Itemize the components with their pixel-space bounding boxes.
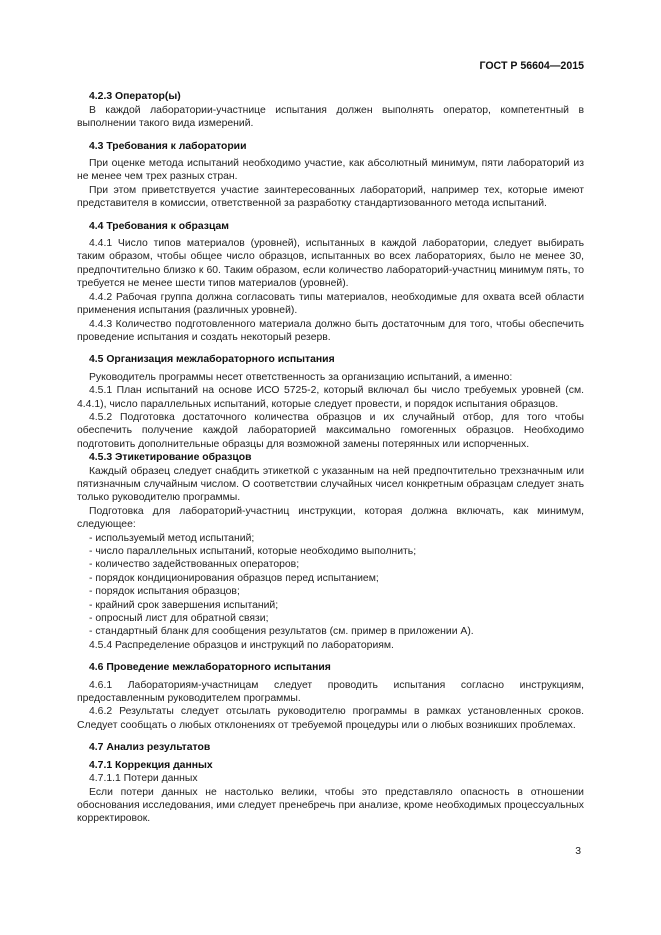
section-gap — [77, 652, 584, 661]
paragraph: 4.4.3 Количество подготовленного материала должно быть достаточным для того, чтобы обеспечить проведение испытания и создать некоторый резерв. — [77, 318, 584, 343]
paragraph: При оценке метода испытаний необходимо участие, как абсолютный минимум, пяти лабораторий из не менее чем трех разных стран. — [77, 158, 584, 183]
section-heading: 4.3 Требования к лаборатории — [89, 140, 247, 152]
list-item: - опросный лист для обратной связи; — [89, 613, 269, 625]
section-gap — [77, 211, 584, 220]
paragraph: 4.6.2 Результаты следует отсылать руководителю программы в рамках установленных сроков. Следует сообщать о любых отклонениях от требуемой процедуры или о любых возникших проблемах. — [77, 706, 584, 731]
section-gap — [77, 732, 584, 741]
paragraph: В каждой лаборатории-участнице испытания должен выполнять оператор, компетентный в выполнении такого вида измерений. — [77, 104, 584, 130]
section-heading: 4.5 Организация межлабораторного испытания — [89, 354, 335, 366]
paragraph: 4.5.2 Подготовка достаточного количества образцов и их случайный отбор, для того чтобы обеспечить получение каждой лабораторией максимально гомогенных образцов. Необходимо подготовить дополнительные образцы для возможной замены потерянных или испорченных. — [77, 411, 584, 450]
paragraph: 4.6.1 Лабораториям-участницам следует проводить испытания согласно инструкциям, предоставленным руководителем программы. — [77, 679, 584, 705]
paragraph: Подготовка для лабораторий-участниц инструкции, которая должна включать, как минимум, следующее: — [77, 505, 584, 531]
paragraph: 4.5.1 План испытаний на основе ИСО 5725-2, который включал бы число требуемых уровней (см. 4.4.1), число параллельных испытаний, которые следует провести, и порядок испытания образцов. — [77, 385, 584, 410]
section-heading: 4.4 Требования к образцам — [89, 220, 229, 232]
paragraph: 4.7.1.1 Потери данных — [89, 773, 198, 785]
section-heading: 4.6 Проведение межлабораторного испытания — [89, 662, 331, 674]
paragraph: 4.5.4 Распределение образцов и инструкций по лабораториям. — [89, 639, 394, 651]
subsection-heading: 4.2.3 Оператор(ы) — [89, 91, 181, 103]
paragraph: При этом приветствуется участие заинтересованных лабораторий, например тех, которые имеют представителя в комиссии, ответственной за разработку стандартизованного метода испытаний. — [77, 184, 584, 210]
paragraph: 4.4.2 Рабочая группа должна согласовать типы материалов, необходимые для охвата всей области применения испытания (различных уровней). — [77, 291, 584, 317]
list-item: - число параллельных испытаний, которые необходимо выполнить; — [89, 546, 417, 557]
subsection-heading: 4.7.1 Коррекция данных — [89, 759, 213, 771]
page-number: 3 — [575, 846, 581, 857]
section-gap — [77, 131, 584, 140]
list-item: - порядок кондиционирования образцов перед испытанием; — [89, 572, 379, 584]
paragraph: Если потери данных не настолько велики, чтобы это представляло опасность в отношении обоснования исследования, ими следует пренебречь при анализе, кроме необходимых процессуальных корректировок. — [77, 786, 584, 825]
list-item: - стандартный бланк для сообщения результатов (см. пример в приложении А). — [89, 626, 474, 638]
list-item: - используемый метод испытаний; — [89, 532, 255, 544]
section-heading: 4.7 Анализ результатов — [89, 742, 211, 754]
paragraph: Каждый образец следует снабдить этикеткой с указанным на ней предпочтительно трехзначным или пятизначным случайным числом. О соответствии случайных чисел конкретным образцам следует знать только руководителю программы. — [77, 465, 584, 504]
subsection-heading: 4.5.3 Этикетирование образцов — [89, 452, 252, 464]
section-gap — [77, 344, 584, 353]
paragraph: 4.4.1 Число типов материалов (уровней), испытанных в каждой лаборатории, следует выбирать таким образом, чтобы общее число образцов, испытанных во всех лабораториях, было не менее 30, предпочтительно близко к 60. Таким образом, если количество лабораторий-участниц минимум пять, то требуется не менее шести типов материалов (уровней). — [77, 238, 584, 290]
list-item: - количество задействованных операторов; — [89, 559, 300, 571]
list-item: - крайний срок завершения испытаний; — [89, 599, 279, 611]
paragraph: Руководитель программы несет ответственность за организацию испытаний, а именно: — [89, 371, 513, 383]
document-body — [77, 90, 584, 825]
list-item: - порядок испытания образцов; — [89, 586, 240, 598]
standard-header: ГОСТ Р 56604—2015 — [479, 60, 584, 72]
